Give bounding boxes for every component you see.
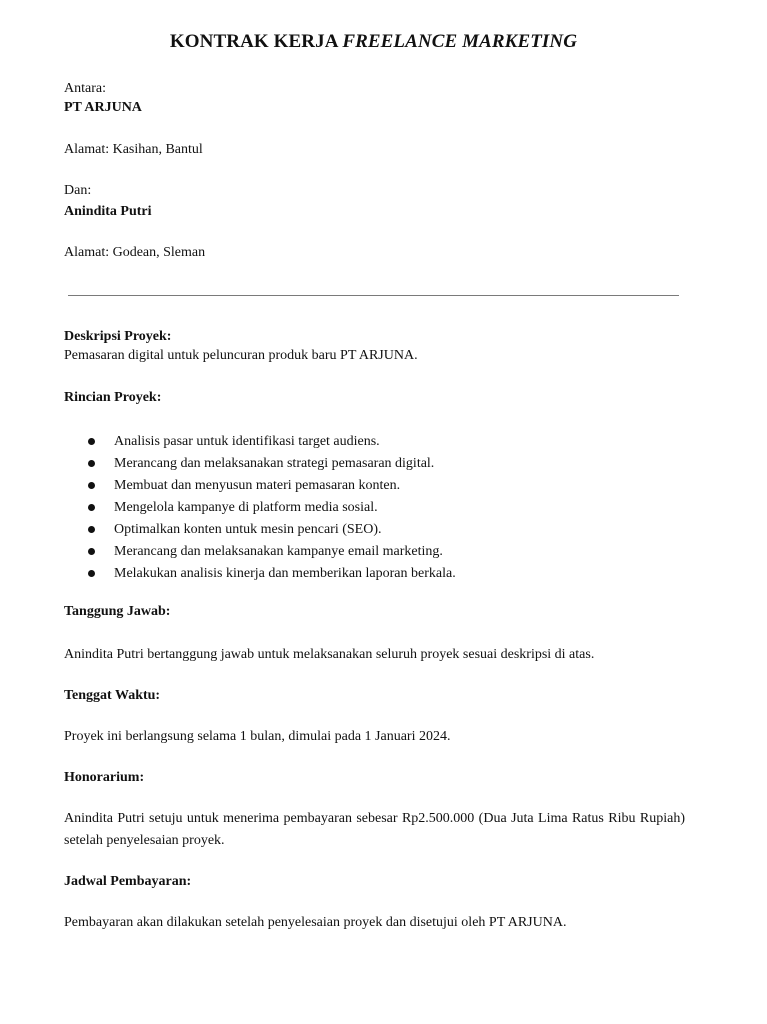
responsibility-heading: Tanggung Jawab: (64, 604, 171, 619)
bullet-icon (88, 438, 95, 445)
and-label: Dan: (64, 183, 92, 198)
list-item (88, 453, 456, 475)
list-item (88, 519, 456, 541)
list-item-text: Merancang dan melaksanakan kampanye email marketing. (114, 544, 443, 559)
list-item-text: Mengelola kampanye di platform media sosial. (114, 500, 378, 515)
details-heading: Rincian Proyek: (64, 390, 162, 405)
deadline-heading: Tenggat Waktu: (64, 688, 161, 703)
list-item-text: Merancang dan melaksanakan strategi pemasaran digital. (114, 456, 435, 471)
section-divider (68, 295, 679, 296)
second-party-name: Anindita Putri (64, 204, 152, 219)
title-italic: FREELANCE MARKETING (342, 31, 578, 52)
list-item-text: Analisis pasar untuk identifikasi target audiens. (114, 434, 380, 449)
second-party-address: Alamat: Godean, Sleman (64, 245, 206, 260)
bullet-icon (88, 504, 95, 511)
fee-text: Anindita Putri setuju untuk menerima pembayaran sebesar Rp2.500.000 (Dua Juta Lima Ratus Ribu Rupiah) setelah penyelesaian proyek. (64, 811, 685, 848)
list-item-text: Optimalkan konten untuk mesin pencari (SEO). (114, 522, 382, 537)
bullet-icon (88, 548, 95, 555)
list-item (88, 431, 456, 453)
list-item (88, 563, 456, 585)
list-item (88, 475, 456, 497)
responsibility-text: Anindita Putri bertanggung jawab untuk melaksanakan seluruh proyek sesuai deskripsi di atas. (64, 647, 595, 662)
first-party-address: Alamat: Kasihan, Bantul (64, 142, 203, 157)
between-label: Antara: (64, 81, 106, 96)
list-item-text: Membuat dan menyusun materi pemasaran konten. (114, 478, 401, 493)
deadline-text: Proyek ini berlangsung selama 1 bulan, dimulai pada 1 Januari 2024. (64, 729, 451, 744)
details-list (88, 431, 456, 585)
bullet-icon (88, 570, 95, 577)
list-item (88, 497, 456, 519)
description-heading: Deskripsi Proyek: (64, 329, 172, 344)
first-party-name: PT ARJUNA (64, 100, 142, 115)
list-item-text: Melakukan analisis kinerja dan memberikan laporan berkala. (114, 566, 456, 581)
description-text: Pemasaran digital untuk peluncuran produk baru PT ARJUNA. (64, 348, 418, 363)
bullet-icon (88, 526, 95, 533)
bullet-icon (88, 460, 95, 467)
bullet-icon (88, 482, 95, 489)
payment-schedule-text: Pembayaran akan dilakukan setelah penyelesaian proyek dan disetujui oleh PT ARJUNA. (64, 915, 567, 930)
payment-schedule-heading: Jadwal Pembayaran: (64, 874, 192, 889)
title-main: KONTRAK KERJA (169, 31, 343, 52)
fee-heading: Honorarium: (64, 770, 145, 785)
list-item (88, 541, 456, 563)
document-title (0, 31, 747, 53)
